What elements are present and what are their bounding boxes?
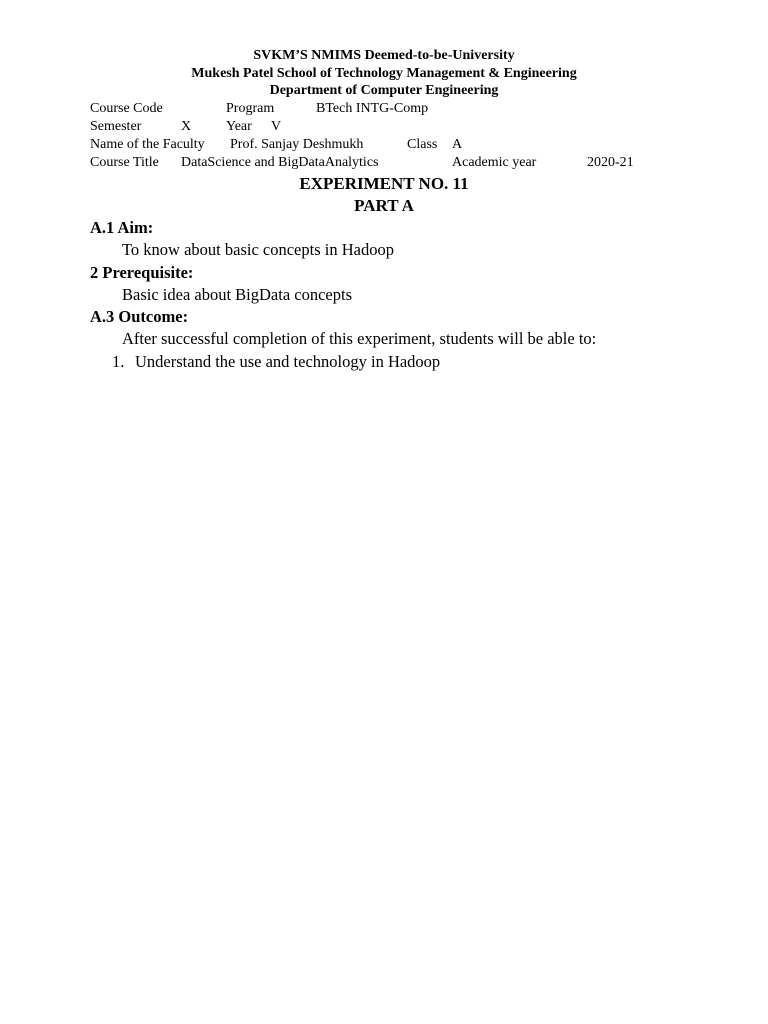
school-name: Mukesh Patel School of Technology Management & Engineering [191,66,577,81]
experiment-title: EXPERIMENT NO. 11 [299,174,469,193]
year-label: Year [226,119,252,134]
outcome-text: After successful completion of this experiment, students will be able to: [122,329,597,348]
program-value: BTech INTG-Comp [316,101,429,116]
program-label: Program [226,101,275,116]
list-item: Understand the use and technology in Hadoop [135,352,441,371]
class-value: A [452,137,463,152]
aim-text: To know about basic concepts in Hadoop [122,240,394,259]
faculty-label: Name of the Faculty [90,137,205,152]
course-title-value: DataScience and BigDataAnalytics [181,155,379,170]
outcome-heading: A.3 Outcome: [90,307,189,326]
course-title-label: Course Title [90,155,159,170]
academic-year-label: Academic year [452,155,537,170]
list-item-number: 1. [112,352,125,371]
part-title: PART A [354,196,414,215]
aim-heading: A.1 Aim: [90,218,154,237]
university-name: SVKM’S NMIMS Deemed-to-be-University [253,48,515,63]
year-value: V [271,119,282,134]
class-label: Class [407,137,438,152]
prerequisite-heading: 2 Prerequisite: [90,263,194,282]
semester-label: Semester [90,119,142,134]
prerequisite-text: Basic idea about BigData concepts [122,285,353,304]
course-code-label: Course Code [90,101,163,116]
semester-value: X [181,119,192,134]
faculty-value: Prof. Sanjay Deshmukh [230,137,364,152]
academic-year-value: 2020-21 [587,155,634,170]
department-name: Department of Computer Engineering [269,83,499,98]
